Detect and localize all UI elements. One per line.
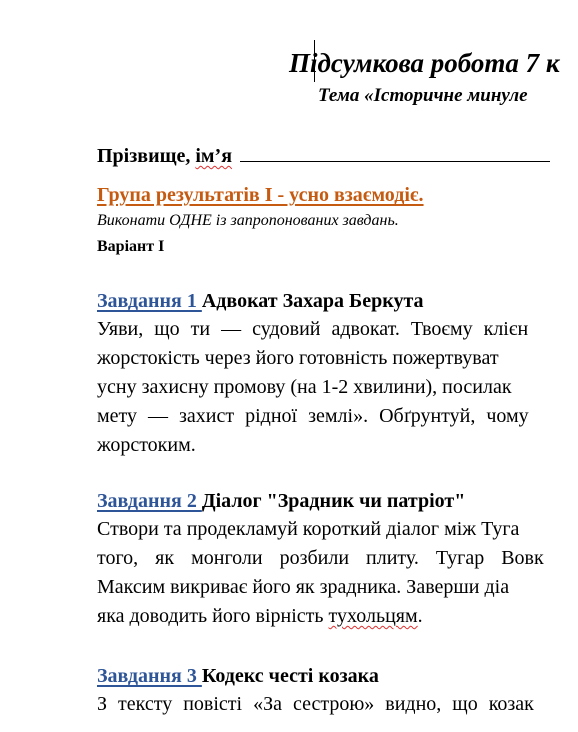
task-3-heading [97,663,379,689]
task-1-heading [97,288,424,314]
text-line: Уяви, що ти — судовий адвокат. Твоєму клієн [97,318,529,340]
text-line-end: . [417,605,423,627]
task-2-heading [97,488,465,514]
task-3-link[interactable]: Завдання 3 [97,665,202,687]
task-3-title: Кодекс честі козака [201,665,379,687]
text-line: Максим викриває його як зрадника. Заверши діа [97,576,510,598]
group-title: Група результатів І - усно взаємодіє. [97,184,424,206]
task-2-link[interactable]: Завдання 2 [97,490,202,512]
text-line: жорстокість через його готовність пожертвуват [97,347,499,369]
text-line: Створи та продекламуй короткий діалог між Туга [97,518,520,540]
name-blank-line[interactable] [240,141,550,162]
text-line: жорстоким. [97,434,196,456]
task-1-title: Адвокат Захара Беркута [201,290,424,312]
task-2-title: Діалог "Зрадник чи патріот" [201,490,466,512]
task-3-text [97,690,578,719]
name-label-prefix: Прізвище, [97,145,196,167]
variant-label: Варіант І [97,238,165,255]
misspelled-word: тухольцям [328,605,418,627]
text-line [97,602,578,631]
name-field [97,141,550,169]
task-1-text [97,315,578,460]
page-subtitle: Тема «Історичне минуле [318,85,528,106]
instruction-text: Виконати ОДНЕ із запропонованих завдань. [97,212,399,229]
text-line-start: яка доводить його вірність [97,605,329,627]
page-title: Підсумкова робота 7 к [289,48,560,78]
name-label-word: ім’я [195,145,233,167]
task-2-text [97,515,578,631]
task-1-link[interactable]: Завдання 1 [97,290,202,312]
text-line: З тексту повісті «За сестрою» видно, що козак [97,693,534,715]
text-line: того, як монголи розбили плиту. Тугар Вовк [97,547,544,569]
text-line: мету — захист рідної землі». Обґрунтуй, чому [97,405,529,427]
text-line: усну захисну промову (на 1-2 хвилини), посилак [97,376,512,398]
